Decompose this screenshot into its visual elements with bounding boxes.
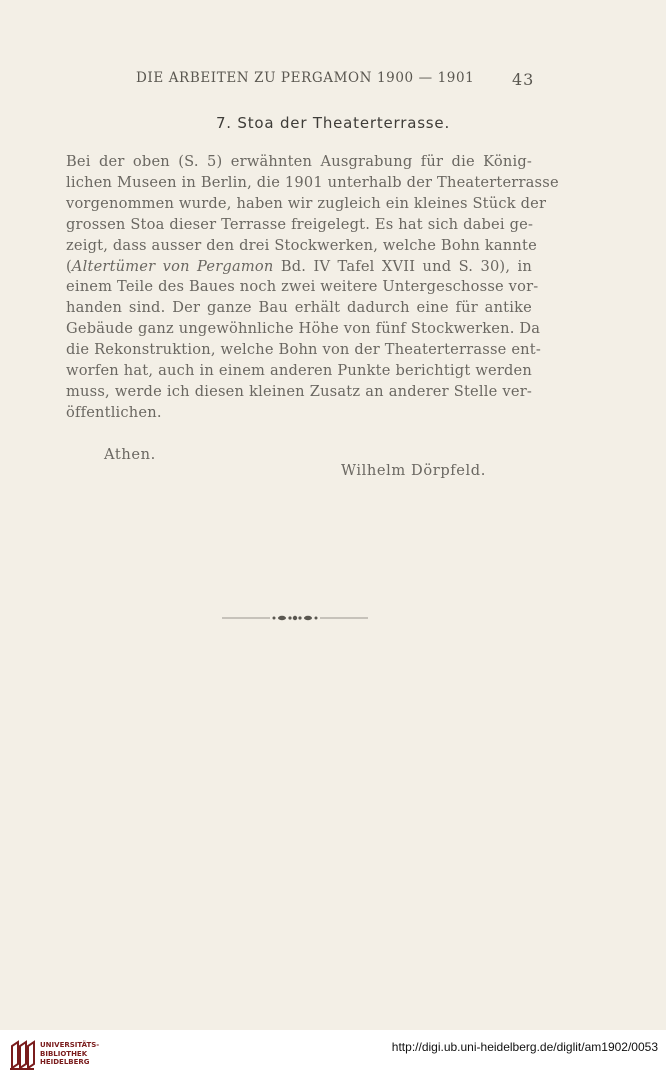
university-library-logo-icon	[8, 1038, 36, 1072]
text-line: Bei der oben (S. 5) erwähnten Ausgrabung für die König-	[66, 153, 532, 170]
text-line: öffentlichen.	[66, 403, 162, 421]
text-line: die Rekonstruktion, welche Bohn von der Theaterterrasse ent-	[66, 341, 541, 359]
section-title: 7. Stoa der Theaterterrasse.	[215, 114, 451, 132]
body-paragraph	[66, 152, 559, 424]
text-line: worfen hat, auch in einem anderen Punkte berichtigt werden	[66, 362, 532, 380]
text-line: Gebäude ganz ungewöhnliche Höhe von fünf Stockwerken. Da	[66, 320, 541, 338]
ornament-divider-icon	[222, 612, 368, 624]
text-line: vorgenommen wurde, haben wir zugleich ein kleines Stück der	[66, 194, 547, 212]
text-line: lichen Museen in Berlin, die 1901 unterhalb der Theaterterrasse	[66, 173, 559, 191]
text-line: zeigt, dass ausser den drei Stockwerken, welche Bohn kannte	[66, 236, 537, 254]
author-signature: Wilhelm Dörpfeld.	[341, 462, 486, 479]
footer-bar	[0, 1030, 666, 1079]
place-line: Athen.	[104, 446, 156, 463]
running-header	[0, 70, 666, 94]
text-line: einem Teile des Baues noch zwei weitere Untergeschosse vor-	[66, 278, 539, 296]
text-line: grossen Stoa dieser Terrasse freigelegt. Es hat sich dabei ge-	[66, 215, 534, 233]
library-name: UNIVERSITÄTS- BIBLIOTHEK HEIDELBERG	[40, 1041, 100, 1066]
text-line: handen sind. Der ganze Bau erhält dadurch eine für antike	[66, 299, 532, 317]
running-title: DIE ARBEITEN ZU PERGAMON 1900 — 1901	[136, 70, 475, 86]
page-number: 43	[512, 70, 535, 89]
permalink-url[interactable]: http://digi.ub.uni-heidelberg.de/diglit/am1902/0053	[391, 1040, 658, 1054]
citation-title: Altertümer von Pergamon	[71, 257, 274, 275]
text-line: muss, werde ich diesen kleinen Zusatz an anderer Stelle ver-	[66, 382, 532, 400]
text-line: (Altertümer von Pergamon Bd. IV Tafel XVII und S. 30), in	[66, 257, 532, 275]
